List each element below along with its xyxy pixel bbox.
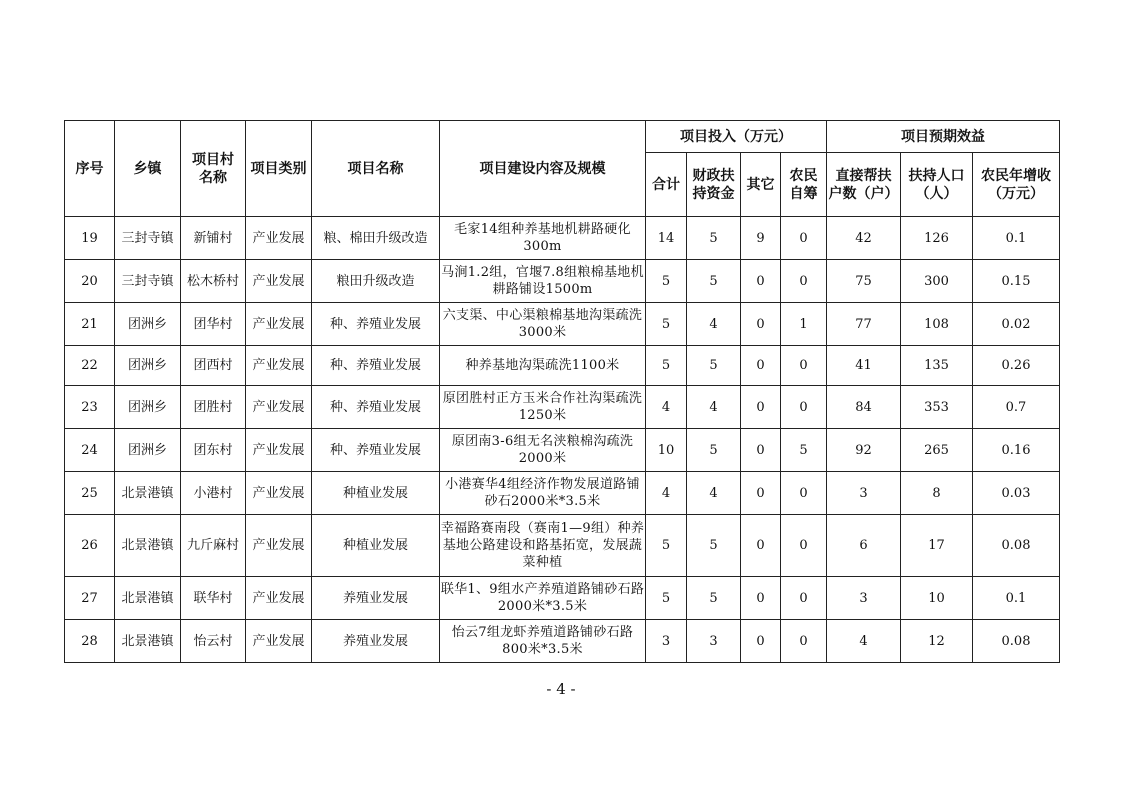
cell-income: 0.26 <box>973 346 1060 386</box>
cell-township: 三封寺镇 <box>115 260 181 303</box>
header-village: 项目村 名称 <box>181 121 246 217</box>
header-farmer: 农民 自筹 <box>781 153 827 217</box>
cell-seq: 28 <box>65 620 115 663</box>
cell-farmer: 5 <box>781 429 827 472</box>
cell-township: 团洲乡 <box>115 429 181 472</box>
cell-content: 幸福路赛南段（赛南1—9组）种养基地公路建设和路基拓宽，发展蔬菜种植 <box>440 515 646 577</box>
cell-fiscal: 5 <box>687 217 741 260</box>
cell-project-name: 养殖业发展 <box>312 577 440 620</box>
cell-households: 84 <box>827 386 901 429</box>
cell-farmer: 0 <box>781 260 827 303</box>
table-row <box>65 472 1060 515</box>
cell-category: 产业发展 <box>246 472 312 515</box>
cell-category: 产业发展 <box>246 515 312 577</box>
header-project-name: 项目名称 <box>312 121 440 217</box>
cell-seq: 27 <box>65 577 115 620</box>
cell-project-name: 种、养殖业发展 <box>312 346 440 386</box>
cell-population: 353 <box>901 386 973 429</box>
page-number: - 4 - <box>546 680 576 698</box>
cell-other: 0 <box>741 472 781 515</box>
cell-seq: 19 <box>65 217 115 260</box>
cell-other: 0 <box>741 429 781 472</box>
cell-income: 0.03 <box>973 472 1060 515</box>
cell-project-name: 养殖业发展 <box>312 620 440 663</box>
cell-project-name: 种植业发展 <box>312 515 440 577</box>
cell-fiscal: 5 <box>687 515 741 577</box>
cell-income: 0.02 <box>973 303 1060 346</box>
header-township: 乡镇 <box>115 121 181 217</box>
cell-content: 毛家14组种养基地机耕路硬化300m <box>440 217 646 260</box>
cell-township: 北景港镇 <box>115 620 181 663</box>
header-investment-group: 项目投入（万元） <box>646 121 827 153</box>
table-row <box>65 346 1060 386</box>
cell-households: 41 <box>827 346 901 386</box>
cell-category: 产业发展 <box>246 346 312 386</box>
cell-seq: 22 <box>65 346 115 386</box>
cell-income: 0.16 <box>973 429 1060 472</box>
cell-fiscal: 5 <box>687 260 741 303</box>
cell-township: 三封寺镇 <box>115 217 181 260</box>
cell-village: 九斤麻村 <box>181 515 246 577</box>
cell-households: 3 <box>827 577 901 620</box>
header-other: 其它 <box>741 153 781 217</box>
cell-village: 团胜村 <box>181 386 246 429</box>
cell-total: 14 <box>646 217 687 260</box>
cell-fiscal: 5 <box>687 346 741 386</box>
header-fiscal: 财政扶 持资金 <box>687 153 741 217</box>
cell-category: 产业发展 <box>246 577 312 620</box>
cell-households: 92 <box>827 429 901 472</box>
cell-farmer: 0 <box>781 217 827 260</box>
cell-population: 126 <box>901 217 973 260</box>
table-row <box>65 577 1060 620</box>
table-row <box>65 515 1060 577</box>
cell-total: 4 <box>646 386 687 429</box>
cell-fiscal: 5 <box>687 577 741 620</box>
cell-village: 松木桥村 <box>181 260 246 303</box>
cell-village: 怡云村 <box>181 620 246 663</box>
cell-income: 0.1 <box>973 217 1060 260</box>
cell-population: 135 <box>901 346 973 386</box>
cell-fiscal: 4 <box>687 303 741 346</box>
cell-other: 0 <box>741 620 781 663</box>
header-category: 项目类别 <box>246 121 312 217</box>
table-row <box>65 217 1060 260</box>
cell-township: 北景港镇 <box>115 515 181 577</box>
cell-fiscal: 5 <box>687 429 741 472</box>
cell-households: 42 <box>827 217 901 260</box>
cell-seq: 23 <box>65 386 115 429</box>
cell-households: 75 <box>827 260 901 303</box>
cell-project-name: 种植业发展 <box>312 472 440 515</box>
cell-income: 0.1 <box>973 577 1060 620</box>
cell-seq: 26 <box>65 515 115 577</box>
cell-income: 0.08 <box>973 620 1060 663</box>
table-row <box>65 386 1060 429</box>
cell-content: 种养基地沟渠疏洗1100米 <box>440 346 646 386</box>
cell-village: 团东村 <box>181 429 246 472</box>
cell-village: 联华村 <box>181 577 246 620</box>
cell-project-name: 粮、棉田升级改造 <box>312 217 440 260</box>
cell-seq: 24 <box>65 429 115 472</box>
header-total: 合计 <box>646 153 687 217</box>
cell-project-name: 种、养殖业发展 <box>312 386 440 429</box>
cell-farmer: 1 <box>781 303 827 346</box>
cell-other: 0 <box>741 303 781 346</box>
cell-content: 联华1、9组水产养殖道路铺砂石路2000米*3.5米 <box>440 577 646 620</box>
cell-income: 0.15 <box>973 260 1060 303</box>
cell-category: 产业发展 <box>246 386 312 429</box>
cell-township: 北景港镇 <box>115 472 181 515</box>
cell-category: 产业发展 <box>246 217 312 260</box>
table-row <box>65 620 1060 663</box>
cell-category: 产业发展 <box>246 260 312 303</box>
cell-seq: 20 <box>65 260 115 303</box>
cell-fiscal: 4 <box>687 472 741 515</box>
table-row <box>65 429 1060 472</box>
table-body <box>65 217 1060 663</box>
cell-township: 团洲乡 <box>115 346 181 386</box>
cell-farmer: 0 <box>781 346 827 386</box>
cell-village: 小港村 <box>181 472 246 515</box>
cell-fiscal: 4 <box>687 386 741 429</box>
cell-other: 9 <box>741 217 781 260</box>
cell-farmer: 0 <box>781 515 827 577</box>
cell-farmer: 0 <box>781 472 827 515</box>
cell-content: 小港赛华4组经济作物发展道路铺砂石2000米*3.5米 <box>440 472 646 515</box>
cell-fiscal: 3 <box>687 620 741 663</box>
header-content: 项目建设内容及规模 <box>440 121 646 217</box>
cell-project-name: 种、养殖业发展 <box>312 429 440 472</box>
cell-total: 5 <box>646 346 687 386</box>
cell-township: 团洲乡 <box>115 386 181 429</box>
cell-farmer: 0 <box>781 386 827 429</box>
cell-project-name: 种、养殖业发展 <box>312 303 440 346</box>
header-seq: 序号 <box>65 121 115 217</box>
cell-population: 17 <box>901 515 973 577</box>
cell-households: 4 <box>827 620 901 663</box>
cell-village: 团西村 <box>181 346 246 386</box>
cell-population: 10 <box>901 577 973 620</box>
cell-content: 原团胜村正方玉米合作社沟渠疏洗1250米 <box>440 386 646 429</box>
cell-population: 8 <box>901 472 973 515</box>
cell-total: 5 <box>646 577 687 620</box>
cell-total: 5 <box>646 515 687 577</box>
cell-township: 团洲乡 <box>115 303 181 346</box>
cell-income: 0.08 <box>973 515 1060 577</box>
cell-total: 10 <box>646 429 687 472</box>
cell-total: 5 <box>646 260 687 303</box>
cell-category: 产业发展 <box>246 303 312 346</box>
header-households: 直接帮扶 户数（户） <box>827 153 901 217</box>
cell-other: 0 <box>741 577 781 620</box>
cell-population: 108 <box>901 303 973 346</box>
cell-other: 0 <box>741 515 781 577</box>
cell-seq: 25 <box>65 472 115 515</box>
cell-content: 六支渠、中心渠粮棉基地沟渠疏洗3000米 <box>440 303 646 346</box>
cell-seq: 21 <box>65 303 115 346</box>
cell-other: 0 <box>741 386 781 429</box>
cell-population: 265 <box>901 429 973 472</box>
cell-category: 产业发展 <box>246 620 312 663</box>
cell-content: 马涧1.2组，官堰7.8组粮棉基地机耕路铺设1500m <box>440 260 646 303</box>
cell-project-name: 粮田升级改造 <box>312 260 440 303</box>
header-population: 扶持人口 （人） <box>901 153 973 217</box>
table-row <box>65 260 1060 303</box>
cell-population: 300 <box>901 260 973 303</box>
cell-township: 北景港镇 <box>115 577 181 620</box>
cell-village: 团华村 <box>181 303 246 346</box>
cell-content: 怡云7组龙虾养殖道路铺砂石路800米*3.5米 <box>440 620 646 663</box>
table-row <box>65 303 1060 346</box>
cell-total: 3 <box>646 620 687 663</box>
project-table <box>64 120 1060 663</box>
cell-households: 6 <box>827 515 901 577</box>
cell-village: 新铺村 <box>181 217 246 260</box>
cell-households: 77 <box>827 303 901 346</box>
cell-income: 0.7 <box>973 386 1060 429</box>
cell-population: 12 <box>901 620 973 663</box>
cell-other: 0 <box>741 260 781 303</box>
cell-content: 原团南3-6组无名浃粮棉沟疏洗2000米 <box>440 429 646 472</box>
cell-households: 3 <box>827 472 901 515</box>
cell-other: 0 <box>741 346 781 386</box>
cell-total: 4 <box>646 472 687 515</box>
cell-category: 产业发展 <box>246 429 312 472</box>
cell-farmer: 0 <box>781 620 827 663</box>
header-income: 农民年增收 （万元） <box>973 153 1060 217</box>
header-benefit-group: 项目预期效益 <box>827 121 1060 153</box>
cell-farmer: 0 <box>781 577 827 620</box>
cell-total: 5 <box>646 303 687 346</box>
